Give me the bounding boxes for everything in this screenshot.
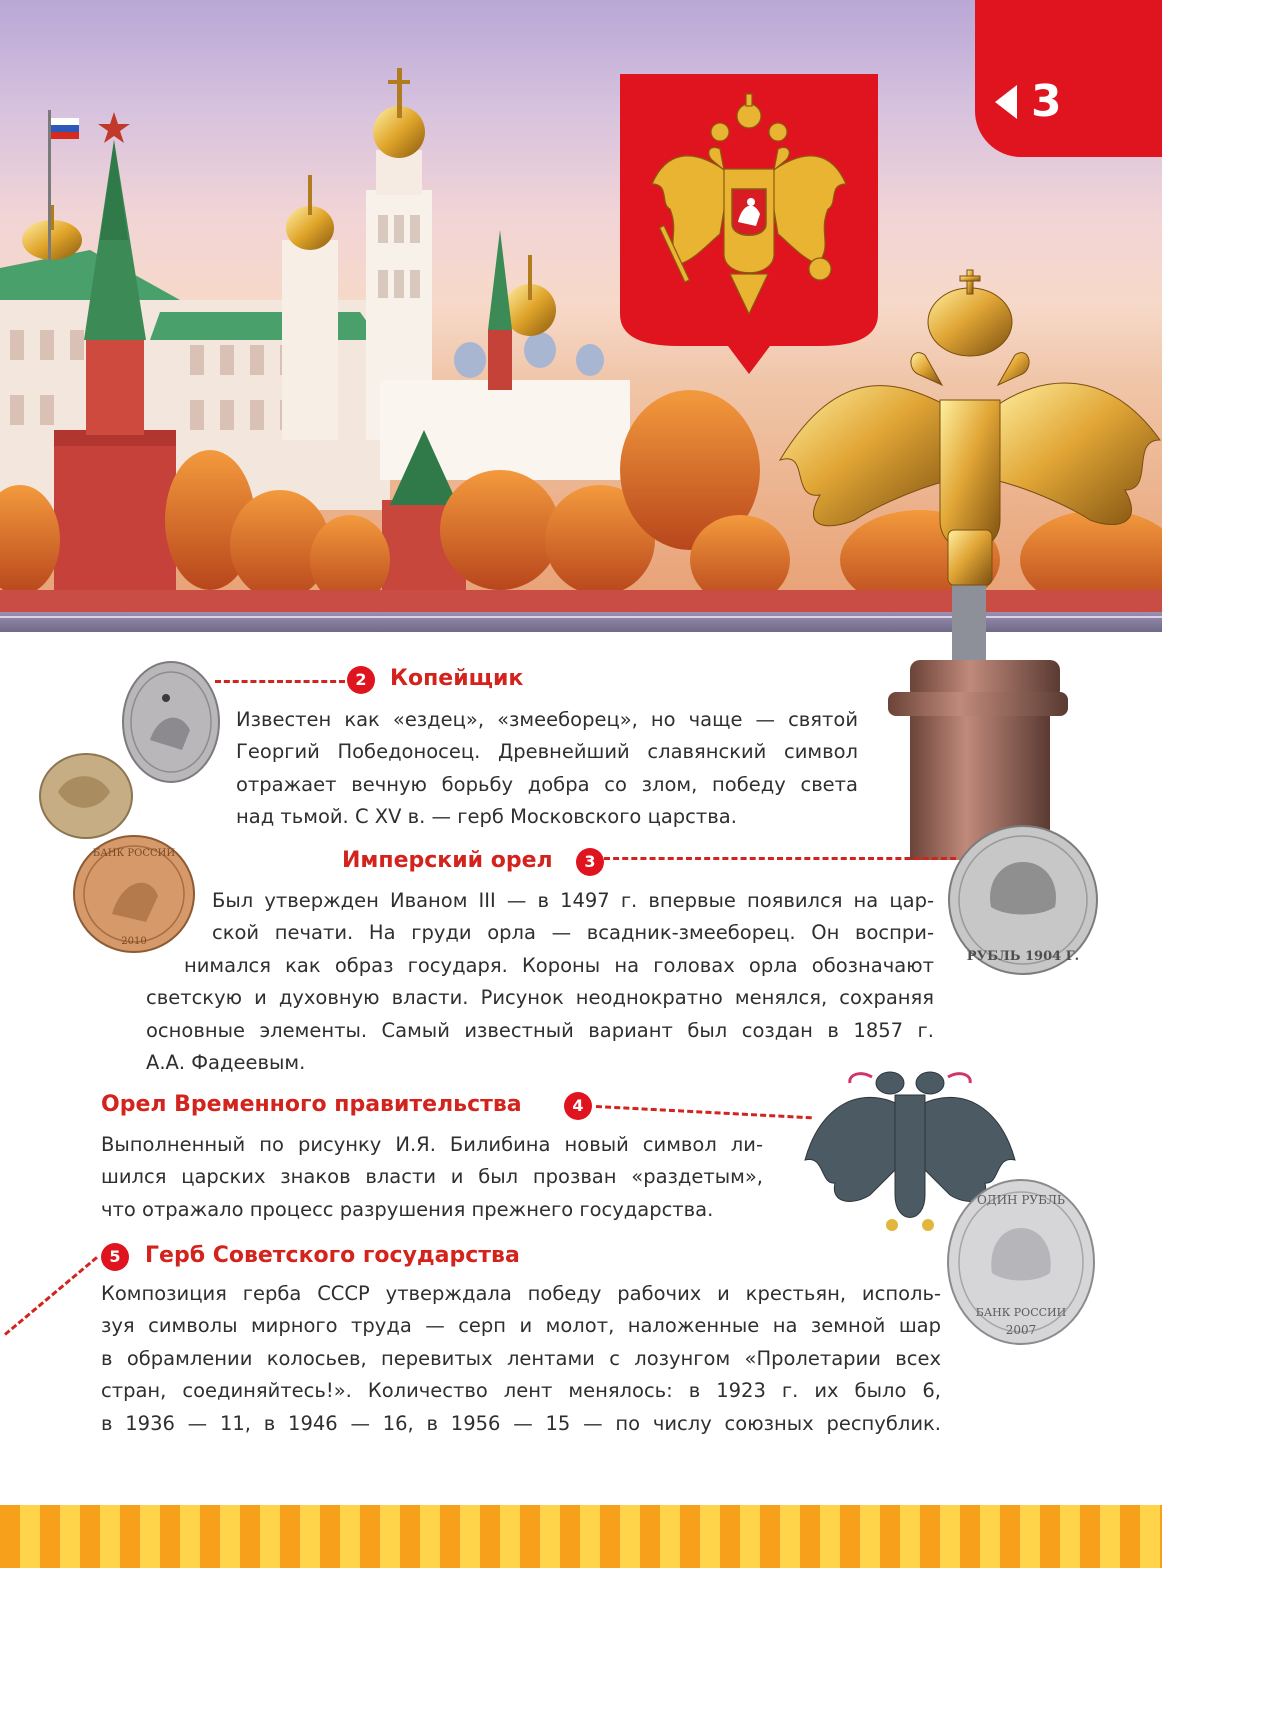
kopeck-rim-text: БАНК РОССИИ (92, 848, 176, 859)
ruble-2007-year: 2007 (1005, 1323, 1037, 1337)
text-line: отражает вечную борьбу добра со злом, победу света (236, 772, 858, 796)
text-line: основные элементы. Самый известный вариант был создан в 1857 г. (146, 1018, 934, 1042)
section-marker-3: 3 (576, 848, 604, 876)
text-line: Выполненный по рисунку И.Я. Билибина новый символ ли- (101, 1133, 763, 1156)
text-line: Был утвержден Иваном III — в 1497 г. впервые появился на цар- (212, 889, 934, 912)
section-title-imperial-eagle: Имперский орел (342, 848, 553, 873)
ruble-2007-rim-bottom: БАНК РОССИИ (975, 1306, 1067, 1319)
section-marker-2: 2 (347, 666, 375, 694)
connector-line-2 (215, 680, 345, 683)
text-line: в 1936 — 11, в 1946 — 16, в 1956 — 15 — по числу союзных республик. (101, 1411, 941, 1435)
section-text-soviet-emblem (101, 1278, 941, 1440)
text-line: нимался как образ государя. Короны на головах орла обозначают (184, 953, 934, 977)
back-arrow-icon[interactable] (995, 85, 1017, 119)
text-line: Георгий Победоносец. Древнейший славянский символ (236, 740, 858, 764)
section-marker-5: 5 (101, 1243, 129, 1271)
footer-stripes (0, 1505, 1162, 1568)
ruble-2007-coin (946, 1178, 1096, 1346)
page-number: 3 (1031, 76, 1062, 127)
section-title-soviet-emblem: Герб Советского государства (145, 1243, 520, 1268)
section-marker-4: 4 (564, 1092, 592, 1120)
text-line: что отражало процесс разрушения прежнего государства. (101, 1197, 714, 1221)
text-line: стран, соединяйтесь!». Количество лент менялось: в 1923 г. их было 6, (101, 1379, 941, 1403)
page-number-tab[interactable] (975, 0, 1162, 157)
section-text-imperial-eagle (146, 885, 934, 1079)
text-line: над тьмой. С XV в. — герб Московского царства. (236, 805, 737, 829)
text-line: зуя символы мирного труда — серп и молот, наложенные на земной шар (101, 1314, 941, 1338)
section-text-kopeyshchik (236, 704, 858, 834)
ruble-2007-rim-top: ОДИН РУБЛЬ (976, 1193, 1066, 1207)
section-title-kopeyshchik: Копейщик (390, 666, 524, 691)
text-line: светскую и духовную власти. Рисунок неоднократно менялся, сохраняя (146, 986, 934, 1010)
kopeck-year: 2010 (121, 936, 147, 947)
text-line: Известен как «ездец», «змееборец», но чаще — святой (236, 708, 858, 731)
ruble-1904-rim-text: РУБЛЬ 1904 Г. (966, 949, 1080, 964)
text-line: Композиция герба СССР утверждала победу рабочих и крестьян, исполь- (101, 1282, 941, 1305)
connector-line-5 (4, 1256, 98, 1335)
connector-line-4 (596, 1105, 812, 1119)
text-line: А.А. Фадеевым. (146, 1051, 306, 1075)
section-text-provisional-eagle (101, 1129, 763, 1226)
ruble-1904-coin (946, 822, 1100, 978)
connector-line-3 (604, 857, 956, 860)
text-line: шился царских знаков власти и был прозван «раздетым», (101, 1165, 763, 1189)
silver-kopeck-coin (120, 660, 222, 784)
text-line: в обрамлении колосьев, перевитых лентами с лозунгом «Пролетарии всех (101, 1346, 941, 1370)
section-title-provisional-eagle: Орел Временного правительства (101, 1092, 522, 1117)
text-line: ской печати. На груди орла — всадник-змееборец. Он воспри- (212, 921, 934, 945)
old-copper-coin (38, 752, 134, 840)
